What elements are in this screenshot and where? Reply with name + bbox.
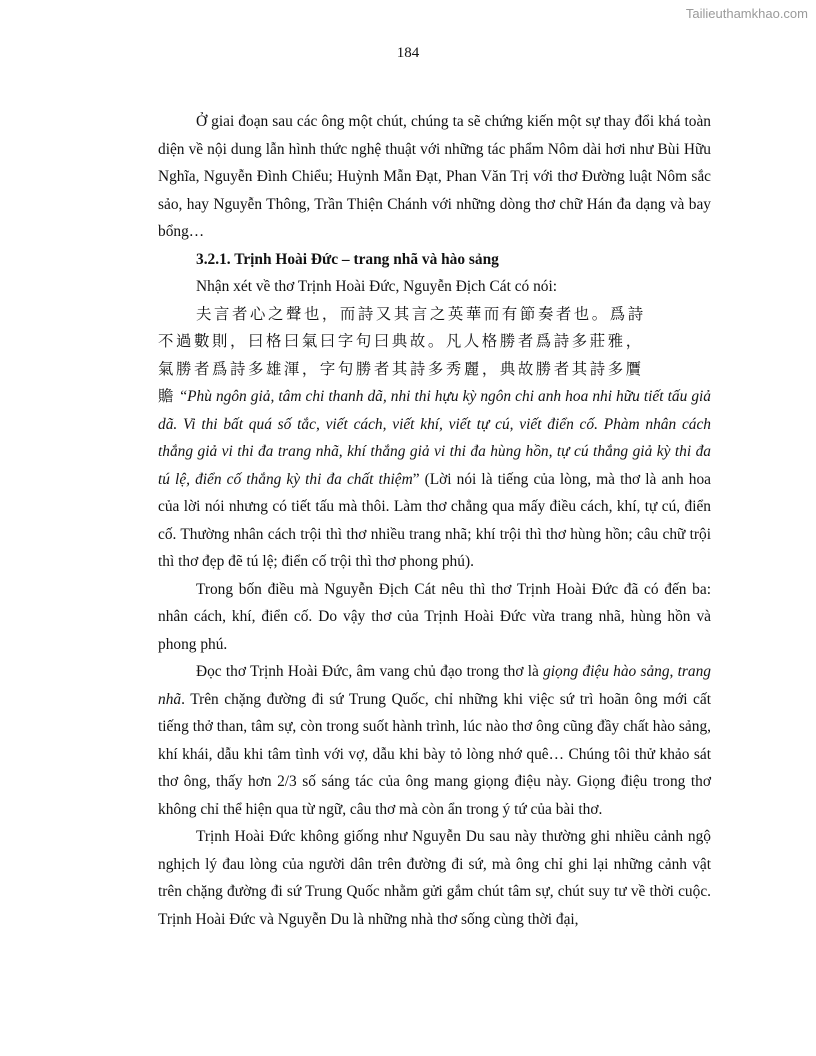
han-text-line-3: 氣勝者爲詩多雄渾，字句勝者其詩多秀麗，典故勝者其詩多贋 [158, 359, 644, 378]
han-text-line-4: 贍 [158, 387, 177, 405]
paragraph-analysis: Trong bốn điều mà Nguyễn Địch Cát nêu thì thơ Trịnh Hoài Đức đã có đến ba: nhân cách, khí, điển cố. Do vậy thơ của Trịnh Hoài Đức vừa trang nhã, hùng hồn và phong phú. [158, 580, 711, 653]
quote-translation: ” (Lời nói là tiếng của lòng, mà thơ là anh hoa của lời nói nhưng có tiết tấu mà thôi. Làm thơ chẳng qua mấy điều cách, khí, tự cú, điển cố. Thường nhân cách trội thì thơ nhiều trang nhã; khí trội thì thơ hùng hồn; câu chữ trội thì thơ đẹp đẽ tú lệ; điển cố trội thì thơ phong phú). [158, 470, 711, 570]
tone-emphasis: giọng điệu hào sảng, trang nhã [158, 663, 712, 708]
paragraph-tone [158, 658, 711, 823]
han-text-line-1: 夫言者心之聲也，而詩又其言之英華而有節奏者也。爲詩 [196, 304, 646, 323]
paragraph-quote-intro: Nhận xét về thơ Trịnh Hoài Đức, Nguyễn Địch Cát có nói: [196, 278, 558, 295]
section-heading: 3.2.1. Trịnh Hoài Đức – trang nhã và hào sảng [196, 250, 499, 268]
page-number: 184 [396, 45, 420, 61]
han-text-line-2: 不過數則，曰格曰氣曰字句曰典故。凡人格勝者爲詩多莊雅， [158, 332, 644, 350]
paragraph-quote [158, 301, 711, 576]
watermark: Tailieuthamkhao.com [685, 6, 808, 21]
open-quote: “ [176, 388, 188, 405]
tone-text-rest: . Trên chặng đường đi sứ Trung Quốc, chỉ những khi việc sứ trì hoãn ông mới cất tiếng thở than, tâm sự, còn trong suốt hành trình, lúc nào thơ ông cũng đầy chất hào sảng, khí khái, dẫu khi tâm tình với vợ, dẫu khi bày tỏ lòng nhớ quê… Chúng tôi thử khảo sát thơ ông, thấy hơn 2/3 số sáng tác của ông mang giọng điệu này. Giọng điệu trong thơ không chỉ thể hiện qua từ ngữ, câu thơ mà còn ẩn trong ý tứ của bài thơ. [158, 690, 711, 818]
document-body [158, 108, 711, 933]
paragraph-intro: Ở giai đoạn sau các ông một chút, chúng ta sẽ chứng kiến một sự thay đổi khá toàn diện về nội dung lẫn hình thức nghệ thuật với những tác phẩm Nôm dài hơi như Bùi Hữu Nghĩa, Nguyễn Đình Chiểu; Huỳnh Mẫn Đạt, Phan Văn Trị với thơ Đường luật Nôm sắc sảo, hay Nguyễn Thông, Trần Thiện Chánh với những dòng thơ chữ Hán đa dạng và bay bổng… [158, 113, 711, 240]
tone-text-start: Đọc thơ Trịnh Hoài Đức, âm vang chủ đạo trong thơ là [196, 663, 544, 680]
paragraph-comparison: Trịnh Hoài Đức không giống như Nguyễn Du sau này thường ghi nhiều cảnh ngộ nghịch lý đau lòng của người dân trên đường đi sứ, mà ông chỉ ghi lại những cảnh vật trên chặng đường đi sứ Trung Quốc nhằm gửi gắm chút tâm sự, chút suy tư về thời cuộc. Trịnh Hoài Đức và Nguyễn Du là những nhà thơ sống cùng thời đại, [158, 828, 711, 928]
quote-transliteration: Phù ngôn giả, tâm chi thanh dã, nhi thi hựu kỳ ngôn chi anh hoa nhi hữu tiết tấu giả dã. Vi thi bất quá số tắc, viết cách, viết khí, viết tự cú, viết điển cố. Phàm nhân cách thắng giả vi thi đa trang nhã, khí thắng giả vi thi đa hùng hồn, tự cú thắng giả kỳ thi đa tú lệ, điển cố thắng kỳ thi đa chất thiệm [158, 388, 711, 488]
